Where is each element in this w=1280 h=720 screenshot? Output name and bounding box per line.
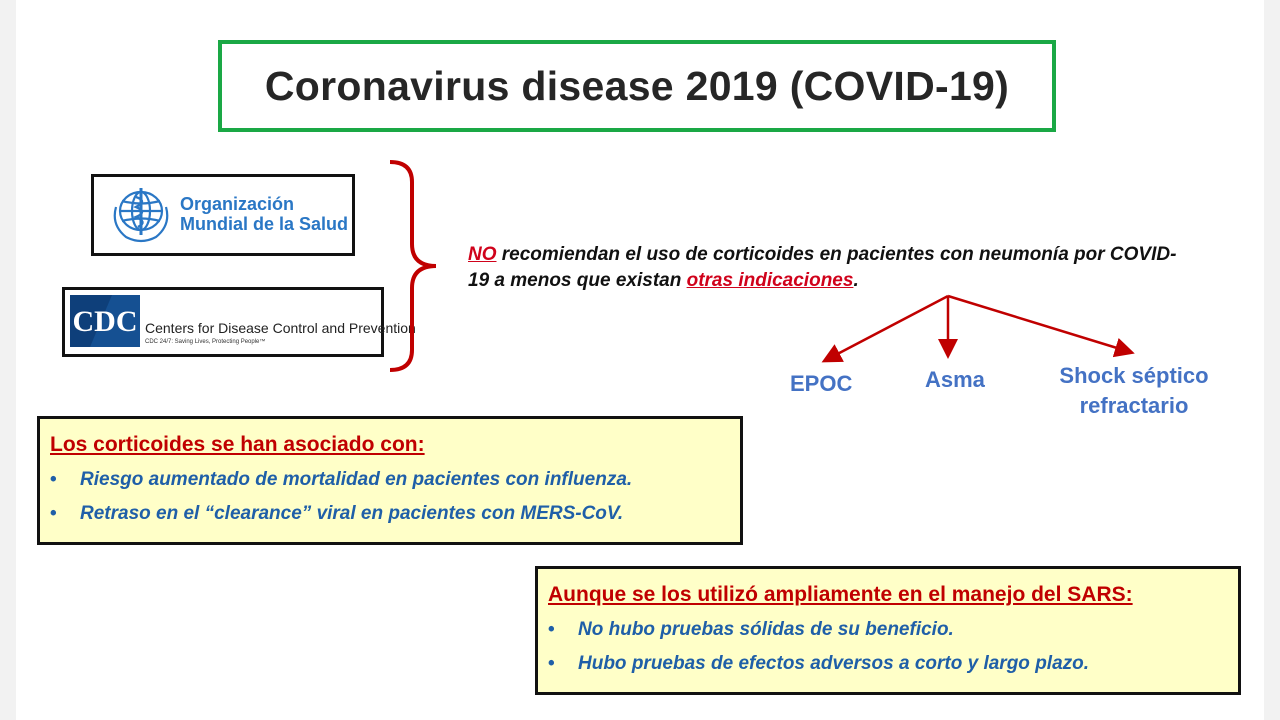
sars-box	[535, 566, 1241, 695]
left-margin	[0, 0, 16, 720]
who-logo	[91, 174, 355, 256]
list-item-text: No hubo pruebas sólidas de su beneficio.	[578, 619, 954, 640]
bullet-icon: •	[548, 653, 555, 674]
slide-title: Coronavirus disease 2019 (COVID-19)	[264, 62, 1010, 109]
indication-shock-line1: Shock séptico	[1059, 363, 1209, 388]
cdc-tagline: CDC 24/7: Saving Lives, Protecting People™	[145, 339, 266, 345]
recommendation-statement	[468, 242, 1188, 294]
no-emphasis: NO	[468, 244, 497, 265]
cdc-logo	[62, 287, 416, 357]
cdc-name: Centers for Disease Control and Prevention	[145, 320, 416, 336]
statement-end: .	[853, 270, 859, 291]
curly-brace	[386, 158, 446, 374]
list-item-text: Hubo pruebas de efectos adversos a corto y largo plazo.	[578, 653, 1090, 674]
list-item-text: Retraso en el “clearance” viral en pacientes con MERS-CoV.	[80, 503, 624, 524]
statement-text: recomiendan el uso de corticoides en pacientes con neumonía por COVID-19 a menos que existan	[468, 244, 1177, 291]
sars-heading: Aunque se los utilizó ampliamente en el manejo del SARS:	[548, 583, 1133, 606]
associations-heading: Los corticoides se han asociado con:	[50, 433, 425, 456]
cdc-mark-icon	[70, 295, 140, 347]
list-item	[50, 469, 730, 491]
indication-arrows	[810, 294, 1160, 370]
indication-shock-line2: refractario	[1079, 393, 1189, 418]
other-indications-emphasis: otras indicaciones	[686, 270, 854, 291]
title-box	[218, 40, 1056, 132]
list-item	[548, 619, 1228, 641]
indication-asma: Asma	[925, 367, 985, 392]
list-item	[548, 653, 1228, 675]
cdc-mark-text: CDC	[72, 305, 138, 338]
bullet-icon: •	[50, 469, 57, 490]
list-item-text: Riesgo aumentado de mortalidad en pacientes con influenza.	[80, 469, 633, 490]
bullet-icon: •	[50, 503, 57, 524]
who-emblem-icon	[108, 185, 174, 245]
who-name-line1: Organización	[180, 194, 295, 214]
associations-list	[50, 469, 730, 525]
who-name-line2: Mundial de la Salud	[180, 214, 349, 234]
associations-box	[37, 416, 743, 545]
indication-epoc: EPOC	[790, 371, 853, 396]
list-item	[50, 503, 730, 525]
indication-shock	[1046, 361, 1222, 421]
right-margin	[1264, 0, 1280, 720]
bullet-icon: •	[548, 619, 555, 640]
sars-list	[548, 619, 1228, 675]
